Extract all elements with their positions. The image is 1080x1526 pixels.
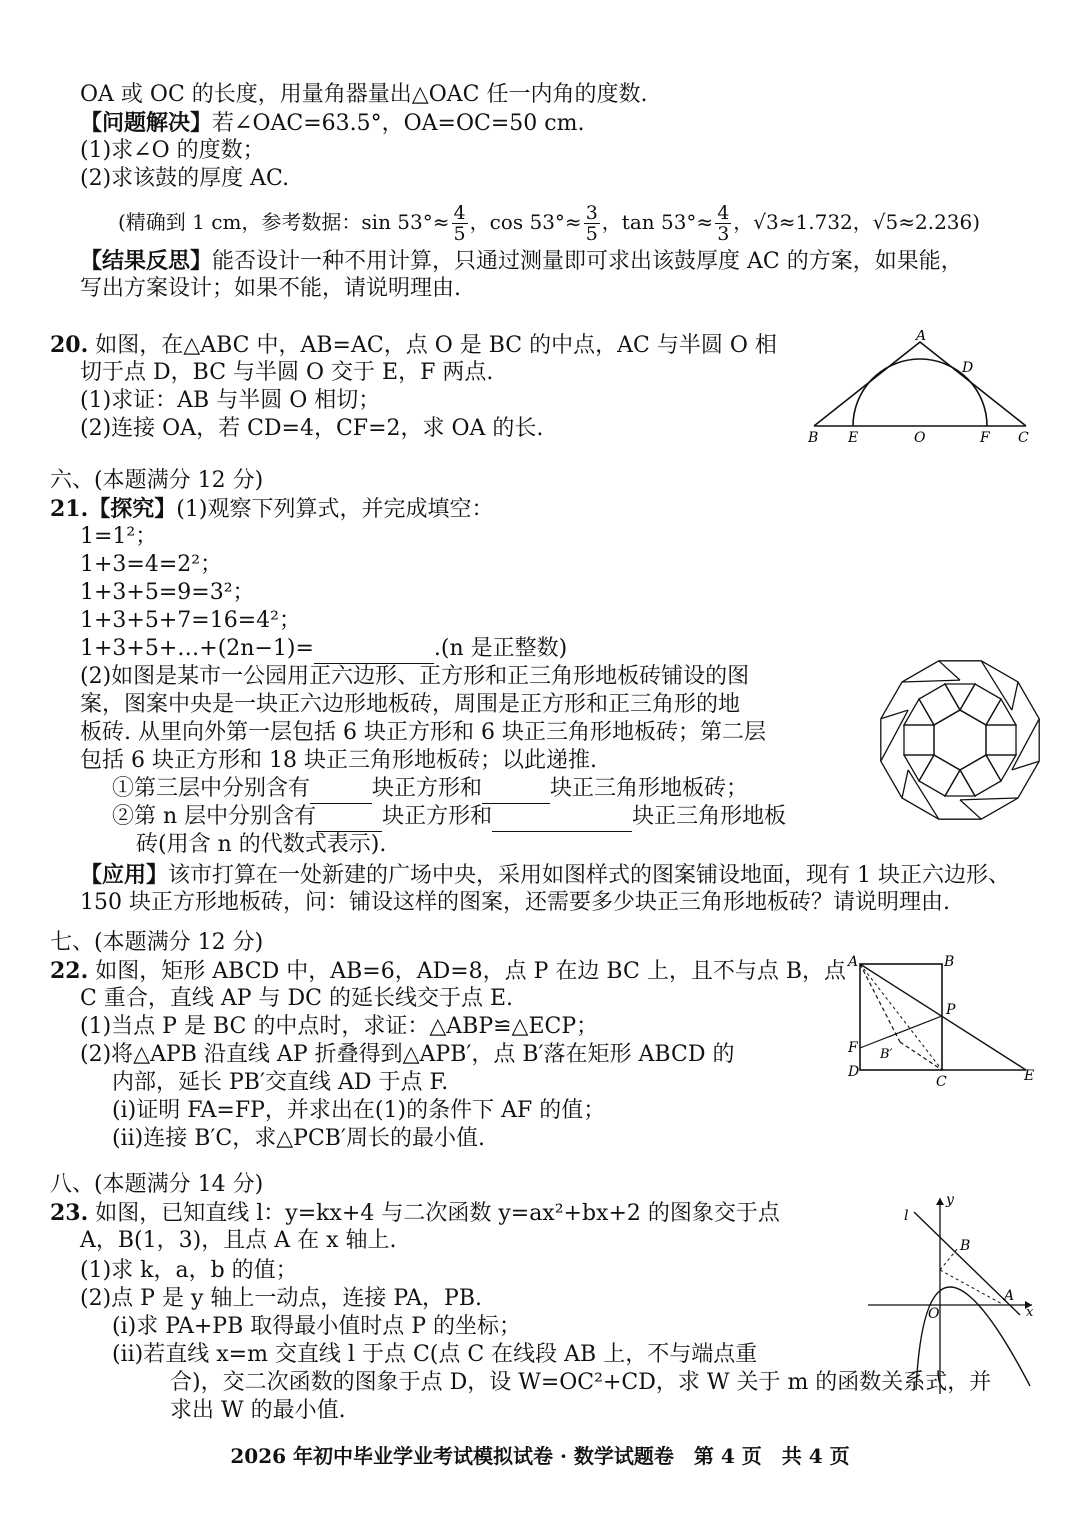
q21-sub2-a: ②第 n 层中分别含有 bbox=[112, 804, 317, 829]
q21-app-text: 该市打算在一处新建的广场中央，采用如图样式的图案铺设地面，现有 1 块正六边形、 bbox=[168, 863, 1011, 888]
frac-3-5: $\frac{3}{5}$ bbox=[585, 202, 598, 245]
frac-4-5: $\frac{4}{5}$ bbox=[453, 202, 466, 245]
q22-part-2-cont: 内部，延长 PB′交直线 AD 于点 F. bbox=[112, 1070, 449, 1095]
layer1-square bbox=[919, 684, 960, 725]
fig20-label-D: D bbox=[962, 360, 974, 376]
layer2-edge bbox=[960, 798, 1018, 800]
q20-part-1: (1)求证：AB 与半圆 O 相切； bbox=[80, 388, 381, 413]
ref-roots: ，√3≈1.732，√5≈2.236) bbox=[733, 210, 981, 234]
q21-sub-1 bbox=[112, 774, 748, 804]
q19-part-2: (2)求该鼓的厚度 AC. bbox=[80, 166, 290, 191]
q23-number: 23. bbox=[50, 1200, 89, 1226]
q19-condition: 若∠OAC=63.5°，OA=OC=50 cm. bbox=[212, 111, 585, 136]
tag-application: 【应用】 bbox=[80, 862, 169, 888]
q21-part2-l4: 包括 6 块正方形和 18 块正三角形地板砖；以此递推. bbox=[80, 748, 597, 773]
q21-sum-note: .(n 是正整数) bbox=[433, 636, 568, 661]
fig22-label-E: E bbox=[1024, 1068, 1035, 1084]
q23-part-1: (1)求 k，a，b 的值； bbox=[80, 1258, 298, 1283]
q19-part-1: (1)求∠O 的度数； bbox=[80, 138, 265, 163]
q19-line-2 bbox=[80, 108, 584, 139]
fig22-label-D: D bbox=[848, 1064, 860, 1080]
q21-line-1 bbox=[50, 494, 493, 525]
q21-blank-sum[interactable] bbox=[314, 641, 434, 664]
q23-figure-line-parabola bbox=[862, 1190, 1038, 1398]
q23-line-2: A，B(1，3)，且点 A 在 x 轴上. bbox=[80, 1228, 397, 1253]
layer1-square bbox=[904, 725, 934, 755]
fig22-label-A: A bbox=[848, 954, 859, 970]
q21-eq-1: 1=1²； bbox=[80, 524, 158, 549]
q21-part2-l1: (2)如图是某市一公园用正六边形、正方形和正三角形地板砖铺设的图 bbox=[80, 664, 750, 689]
fig22-label-B1: B′ bbox=[880, 1047, 893, 1062]
q23-part-2: (2)点 P 是 y 轴上一动点，连接 PA，PB. bbox=[80, 1286, 482, 1311]
fig23-label-x: x bbox=[1026, 1305, 1034, 1320]
reflection-text: 能否设计一种不用计算，只通过测量即可求出该鼓厚度 AC 的方案，如果能， bbox=[212, 249, 963, 274]
q23-sub-ii-cont: 合)，交二次函数的图象于点 D，设 W=OC²+CD，求 W 关于 m 的函数关系式，并 bbox=[170, 1370, 992, 1395]
q21-number: 21. bbox=[50, 496, 89, 522]
q21-eq-2: 1+3=4=2²； bbox=[80, 552, 223, 577]
fig22-label-C: C bbox=[936, 1074, 947, 1090]
q22-line-1 bbox=[50, 956, 846, 987]
q21-blank-layer3-squares[interactable] bbox=[310, 781, 372, 804]
fig23-label-O: O bbox=[928, 1306, 940, 1322]
layer2-edge bbox=[939, 661, 960, 680]
layer2-edge bbox=[1012, 682, 1018, 710]
layer2-edge bbox=[902, 680, 960, 682]
layer1-triangle bbox=[986, 755, 1016, 781]
q22-part-2: (2)将△APB 沿直线 AP 折叠得到△APB′，点 B′落在矩形 ABCD 的 bbox=[80, 1042, 735, 1067]
fig20-label-O: O bbox=[914, 430, 926, 446]
q19-reference-data bbox=[118, 200, 980, 244]
q21-blank-layer3-triangles[interactable] bbox=[482, 781, 550, 804]
q21-application-1 bbox=[80, 860, 1010, 891]
q22-stem: 如图，矩形 ABCD 中，AB=6，AD=8，点 P 在边 BC 上，且不与点 B，点 bbox=[95, 959, 846, 984]
fig20-label-C: C bbox=[1018, 430, 1029, 446]
layer1-triangle bbox=[945, 684, 975, 710]
q20-line-2: 切于点 D，BC 与半圆 O 交于 E，F 两点. bbox=[80, 360, 494, 385]
fig23-label-y: y bbox=[946, 1192, 954, 1208]
q20-figure-triangle-semicircle bbox=[800, 330, 1040, 450]
tag-reflection: 【结果反思】 bbox=[80, 248, 213, 274]
q22-part-1: (1)当点 P 是 BC 的中点时，求证：△ABP≌△ECP； bbox=[80, 1014, 599, 1039]
tag-explore: 【探究】 bbox=[88, 496, 177, 522]
layer1-triangle bbox=[945, 770, 975, 796]
layer1-triangle bbox=[986, 699, 1016, 725]
q21-part2-l2: 案，图案中央是一块正六边形地板砖，周围是正方形和正三角形的地 bbox=[80, 692, 741, 717]
section-8-heading: 八、(本题满分 14 分) bbox=[50, 1172, 264, 1197]
ref-sin: (精确到 1 cm，参考数据：sin 53°≈ bbox=[118, 210, 450, 234]
q21-sub-2 bbox=[112, 802, 786, 832]
layer1-triangle bbox=[904, 699, 934, 725]
q22-sub-ii: (ⅱ)连接 B′C，求△PCB′周长的最小值. bbox=[112, 1126, 485, 1151]
layer1-square bbox=[960, 684, 1001, 725]
fig20-label-F: F bbox=[980, 430, 990, 446]
section-7-heading: 七、(本题满分 12 分) bbox=[50, 930, 264, 955]
fig20-label-A: A bbox=[916, 330, 927, 344]
q21-sub1-a: ①第三层中分别含有 bbox=[112, 776, 311, 801]
q20-number: 20. bbox=[50, 332, 89, 358]
q19-line-1: OA 或 OC 的长度，用量角器量出△OAC 任一内角的度数. bbox=[80, 82, 648, 107]
q21-sub-2-cont: 砖(用含 n 的代数式表示). bbox=[136, 832, 387, 857]
q23-sub-ii: (ⅱ)若直线 x=m 交直线 l 于点 C(点 C 在线段 AB 上，不与端点重 bbox=[112, 1342, 758, 1367]
layer1-square bbox=[919, 755, 960, 796]
q23-sub-i: (ⅰ)求 PA+PB 取得最小值时点 P 的坐标； bbox=[112, 1314, 522, 1339]
q21-part2-l3: 板砖. 从里向外第一层包括 6 块正方形和 6 块正三角形地板砖；第二层 bbox=[80, 720, 766, 745]
fig23-label-l: l bbox=[904, 1208, 909, 1224]
q21-figure-tiling-pattern bbox=[874, 654, 1046, 826]
q21-part1-intro: (1)观察下列算式，并完成填空： bbox=[176, 497, 494, 522]
page-footer: 2026 年初中毕业学业考试模拟试卷 · 数学试题卷 第 4 页 共 4 页 bbox=[230, 1444, 850, 1468]
q20-part-2: (2)连接 OA，若 CD=4，CF=2，求 OA 的长. bbox=[80, 416, 544, 441]
q20-stem: 如图，在△ABC 中，AB=AC，点 O 是 BC 的中点，AC 与半圆 O 相 bbox=[95, 333, 777, 358]
q23-line-1 bbox=[50, 1198, 780, 1229]
q19-reflection bbox=[80, 246, 963, 277]
q23-stem: 如图，已知直线 l：y=kx+4 与二次函数 y=ax²+bx+2 的图象交于点 bbox=[95, 1201, 780, 1226]
layer1-square bbox=[986, 725, 1016, 755]
fig23-label-B: B bbox=[960, 1238, 971, 1254]
layer1-triangle bbox=[904, 755, 934, 781]
q23-sub-ii-cont2: 求出 W 的最小值. bbox=[170, 1398, 346, 1423]
layer2-edge bbox=[981, 661, 1012, 710]
q22-number: 22. bbox=[50, 958, 89, 984]
fig22-label-P: P bbox=[946, 1002, 956, 1018]
ref-tan: ，tan 53°≈ bbox=[601, 210, 714, 234]
q21-sub1-c: 块正三角形地板砖； bbox=[550, 776, 749, 801]
fig23-label-A: A bbox=[1004, 1288, 1015, 1304]
q21-blank-layern-triangles[interactable] bbox=[492, 809, 632, 832]
q21-sub1-b: 块正方形和 bbox=[372, 776, 483, 801]
frac-4-3: $\frac{4}{3}$ bbox=[717, 202, 730, 245]
tag-problem-solving: 【问题解决】 bbox=[80, 110, 213, 136]
layer2-edge bbox=[902, 770, 908, 798]
fig22-label-F: F bbox=[848, 1040, 858, 1056]
q21-blank-layern-squares[interactable] bbox=[316, 809, 382, 832]
layer2-edge bbox=[908, 770, 939, 819]
q19-reflection-2: 写出方案设计；如果不能，请说明理由. bbox=[80, 276, 461, 301]
q22-sub-i: (ⅰ)证明 FA=FP，并求出在(1)的条件下 AF 的值； bbox=[112, 1098, 606, 1123]
layer1-square bbox=[960, 755, 1001, 796]
q22-line-2: C 重合，直线 AP 与 DC 的延长线交于点 E. bbox=[80, 986, 514, 1011]
q21-eq-5 bbox=[80, 634, 567, 664]
fig20-label-B: B bbox=[808, 430, 819, 446]
layer2-edge bbox=[960, 800, 981, 819]
q21-sum-expr: 1+3+5+…+(2n−1)= bbox=[80, 636, 314, 661]
q21-sub2-b: 块正方形和 bbox=[382, 804, 493, 829]
q21-application-2: 150 块正方形地板砖，问：铺设这样的图案，还需要多少块正三角形地板砖？请说明理由. bbox=[80, 890, 950, 915]
fig22-label-B: B bbox=[944, 954, 955, 970]
q22-figure-rectangle-fold bbox=[844, 950, 1040, 1092]
q20-line-1 bbox=[50, 330, 777, 361]
q21-sub2-c: 块正三角形地板 bbox=[632, 804, 787, 829]
q21-eq-4: 1+3+5+7=16=4²； bbox=[80, 608, 301, 633]
fig20-label-E: E bbox=[848, 430, 859, 446]
section-6-heading: 六、(本题满分 12 分) bbox=[50, 468, 264, 493]
center-hexagon bbox=[934, 710, 986, 770]
ref-cos: ，cos 53°≈ bbox=[469, 210, 582, 234]
q21-eq-3: 1+3+5=9=3²； bbox=[80, 580, 255, 605]
